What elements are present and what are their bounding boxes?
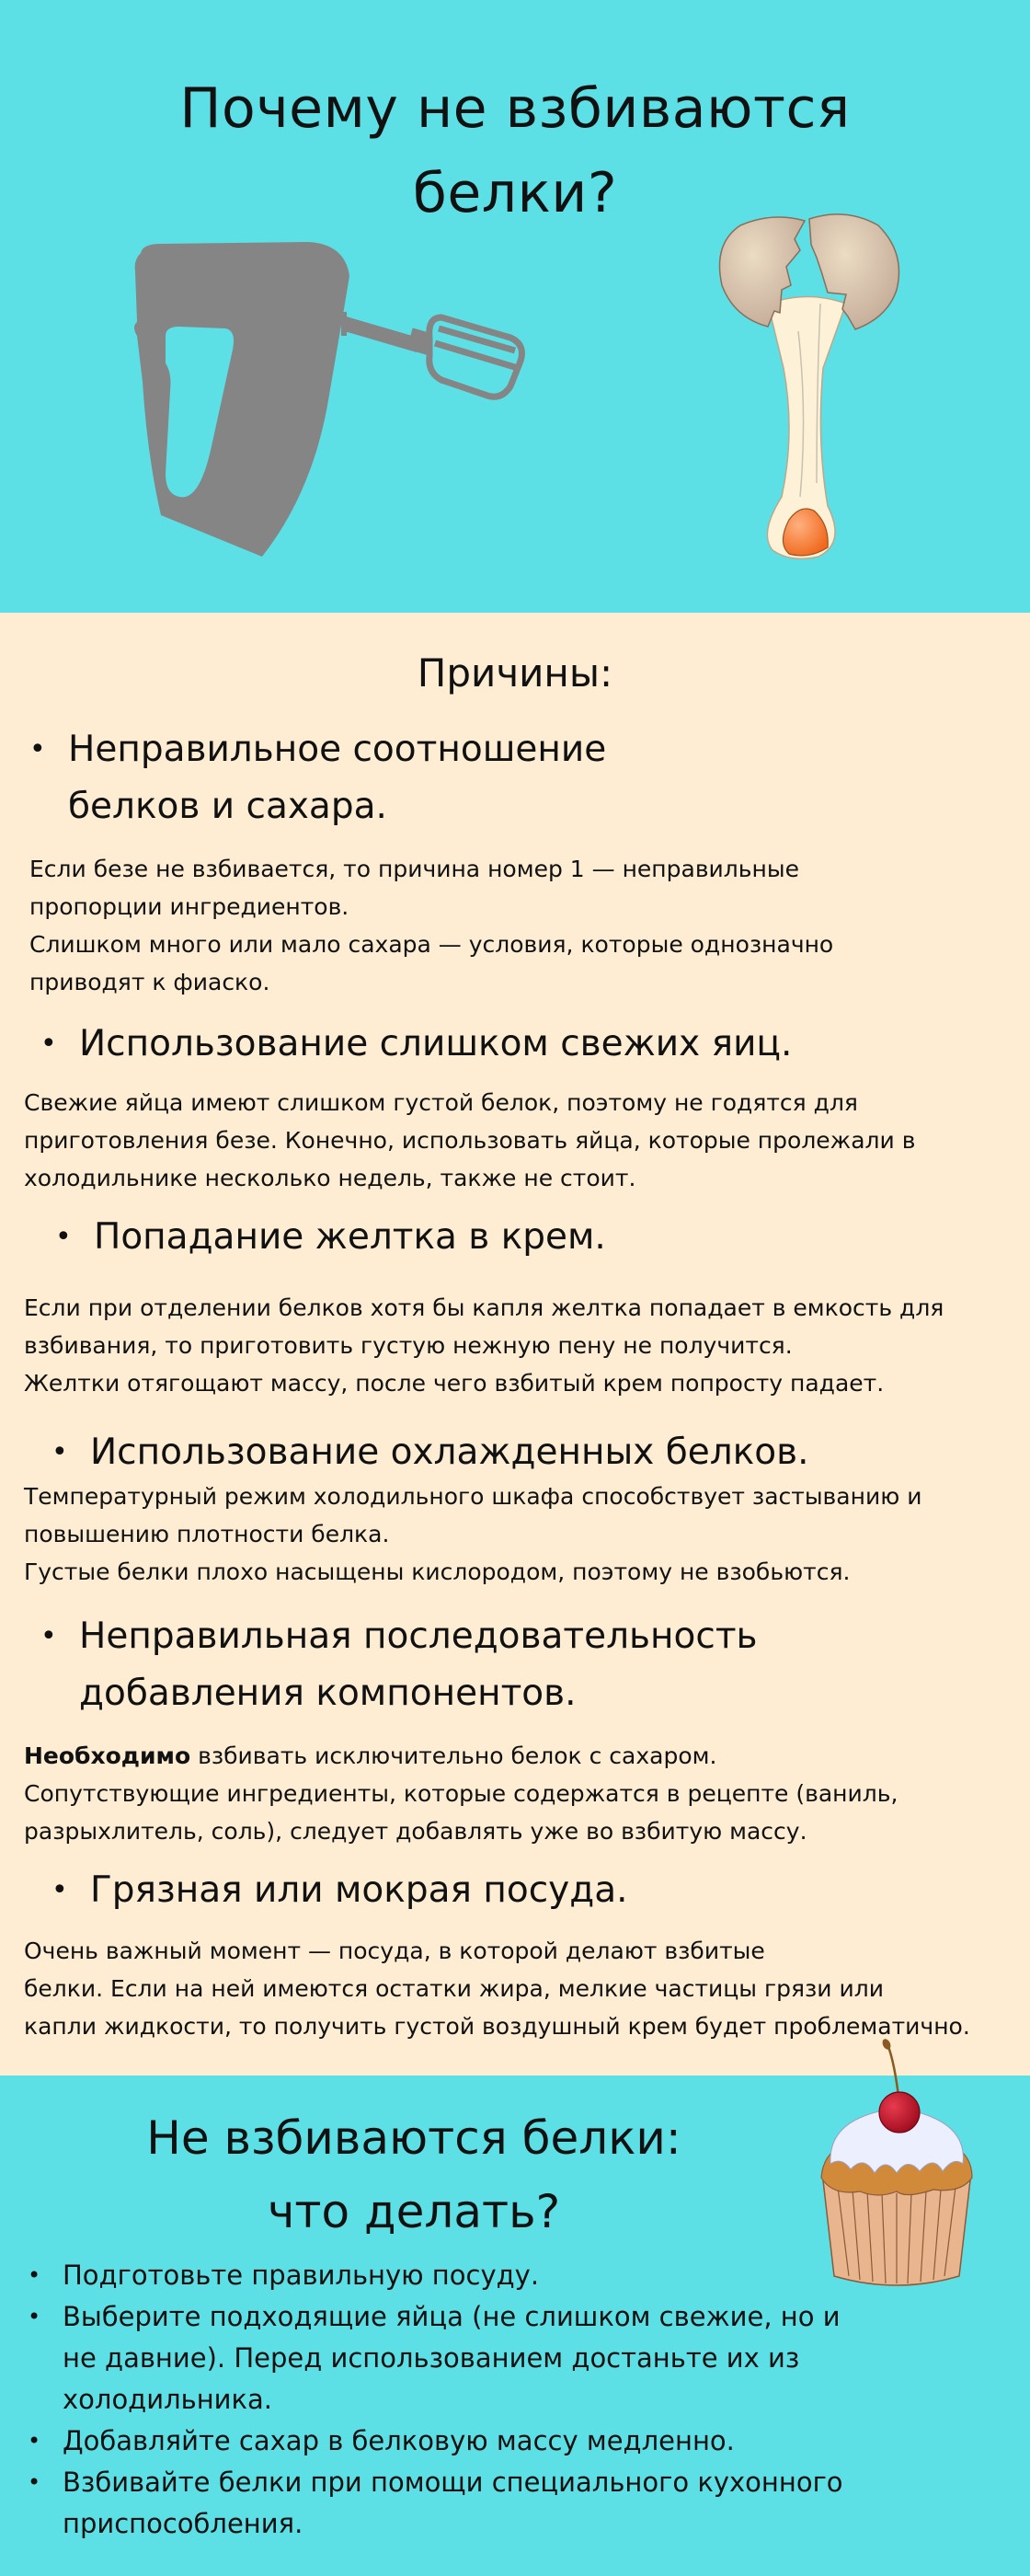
reason-4-body (24, 1478, 921, 1591)
solution-2-line-1: Выберите подходящие яйца (не слишком свежие, но и (63, 2301, 841, 2332)
reason-2-heading-line-1: Использование слишком свежих яиц. (79, 1023, 793, 1064)
reason-1-body-line-1: Если безе не взбивается, то причина номер 1 — неправильные (29, 856, 799, 882)
bullet-icon: • (52, 1874, 68, 1906)
bullet-icon: • (28, 2304, 41, 2329)
reason-6-heading (52, 1862, 628, 1919)
reason-5-heading-line-1: Неправильная последовательность (79, 1616, 758, 1657)
solution-item-3 (28, 2421, 843, 2462)
reason-3-heading (55, 1209, 606, 1266)
reason-4-body-line-1: Температурный режим холодильного шкафа способствует застыванию и (24, 1483, 922, 1510)
hand-mixer-icon (124, 235, 538, 566)
reason-6-heading-line-1: Грязная или мокрая посуда. (90, 1869, 628, 1911)
bullet-icon: • (28, 2469, 41, 2495)
reason-2-body-line-2: приготовления безе. Конечно, использовать яйца, которые пролежали в (24, 1127, 916, 1154)
reason-3-body (24, 1289, 944, 1402)
reason-1-heading-line-1: Неправильное соотношение (68, 729, 607, 770)
solution-item-1 (28, 2255, 843, 2296)
solution-2-line-2: не давние). Перед использованием достаньте их из (63, 2342, 800, 2374)
solution-item-2 (28, 2296, 843, 2421)
reason-5-body-line-3: разрыхлитель, соль), следует добавлять уже во взбитую массу. (24, 1818, 807, 1845)
reasons-section (0, 613, 1030, 2076)
cracked-egg-icon (708, 202, 910, 570)
reason-5-body-bold-lead: Необходимо (24, 1742, 191, 1769)
reason-1-body (29, 850, 833, 1001)
reason-1-body-line-3: Слишком много или мало сахара — условия, которые однозначно (29, 931, 834, 958)
reason-5-heading-line-2: добавления компонентов. (79, 1673, 577, 1714)
solutions-title-line-1: Не взбиваются белки: (146, 2111, 681, 2165)
reason-4-body-line-3: Густые белки плохо насыщены кислородом, поэтому не взобьются. (24, 1558, 851, 1585)
header-section (0, 0, 1030, 613)
page-title-line-1: Почему не взбиваются (179, 76, 851, 141)
reason-1-body-line-4: приводят к фиаско. (29, 969, 270, 995)
reason-6-body-line-3: капли жидкости, то получить густой воздушный крем будет проблематично. (24, 2013, 970, 2040)
reason-2-body-line-3: холодильнике несколько недель, также не стоит. (24, 1165, 636, 1191)
solution-4-line-2: приспособления. (63, 2508, 303, 2539)
solution-1-line-1: Подготовьте правильную посуду. (63, 2260, 540, 2291)
reason-6-body-line-2: белки. Если на ней имеются остатки жира, мелкие частицы грязи или (24, 1975, 884, 2002)
reason-3-body-line-2: взбивания, то приготовить густую нежную пену не получится. (24, 1332, 793, 1359)
bullet-icon: • (40, 1028, 57, 1060)
reason-4-heading-line-1: Использование охлажденных белков. (90, 1432, 809, 1473)
bullet-icon: • (29, 733, 46, 765)
solution-4-line-1: Взбивайте белки при помощи специального кухонного (63, 2467, 843, 2498)
solution-3-line-1: Добавляйте сахар в белковую массу медленно. (63, 2425, 735, 2456)
reason-5-body (24, 1737, 898, 1850)
reason-5-body-line-2: Сопутствующие ингредиенты, которые содержатся в рецепте (ваниль, (24, 1780, 898, 1807)
reason-2-body-line-1: Свежие яйца имеют слишком густой белок, поэтому не годятся для (24, 1089, 858, 1116)
bullet-icon: • (28, 2262, 41, 2288)
reason-3-heading-line-1: Попадание желтка в крем. (94, 1216, 606, 1258)
reason-1-heading-line-2: белков и сахара. (68, 786, 387, 827)
reason-5-body-first-rest: взбивать исключительно белок с сахаром. (190, 1742, 717, 1769)
reason-4-body-line-2: повышению плотности белка. (24, 1521, 390, 1547)
bullet-icon: • (28, 2428, 41, 2454)
reason-6-body-line-1: Очень важный момент — посуда, в которой делают взбитые (24, 1938, 765, 1964)
bullet-icon: • (40, 1620, 57, 1652)
reason-3-body-line-3: Желтки отягощают массу, после чего взбитый крем попросту падает. (24, 1370, 885, 1397)
reason-5-body-line-1 (24, 1737, 898, 1775)
reason-1-body-line-2: пропорции ингредиентов. (29, 893, 349, 920)
reason-1-heading (29, 721, 607, 835)
reason-6-body (24, 1932, 970, 2045)
solutions-list (28, 2255, 843, 2545)
bullet-icon: • (52, 1436, 68, 1468)
solution-item-4 (28, 2462, 843, 2545)
cupcake-icon (805, 2035, 989, 2302)
bullet-icon: • (55, 1221, 72, 1253)
reason-2-body (24, 1084, 915, 1197)
reason-4-heading (52, 1424, 809, 1481)
solution-2-line-3: холодильника. (63, 2384, 273, 2415)
reason-5-heading (40, 1608, 758, 1722)
solutions-title (0, 2101, 828, 2248)
reason-3-body-line-1: Если при отделении белков хотя бы капля желтка попадает в емкость для (24, 1294, 944, 1321)
page-title-line-2: белки? (412, 161, 618, 225)
reasons-title: Причины: (417, 650, 613, 696)
solutions-title-line-2: что делать? (267, 2185, 561, 2238)
reason-2-heading (40, 1016, 793, 1073)
